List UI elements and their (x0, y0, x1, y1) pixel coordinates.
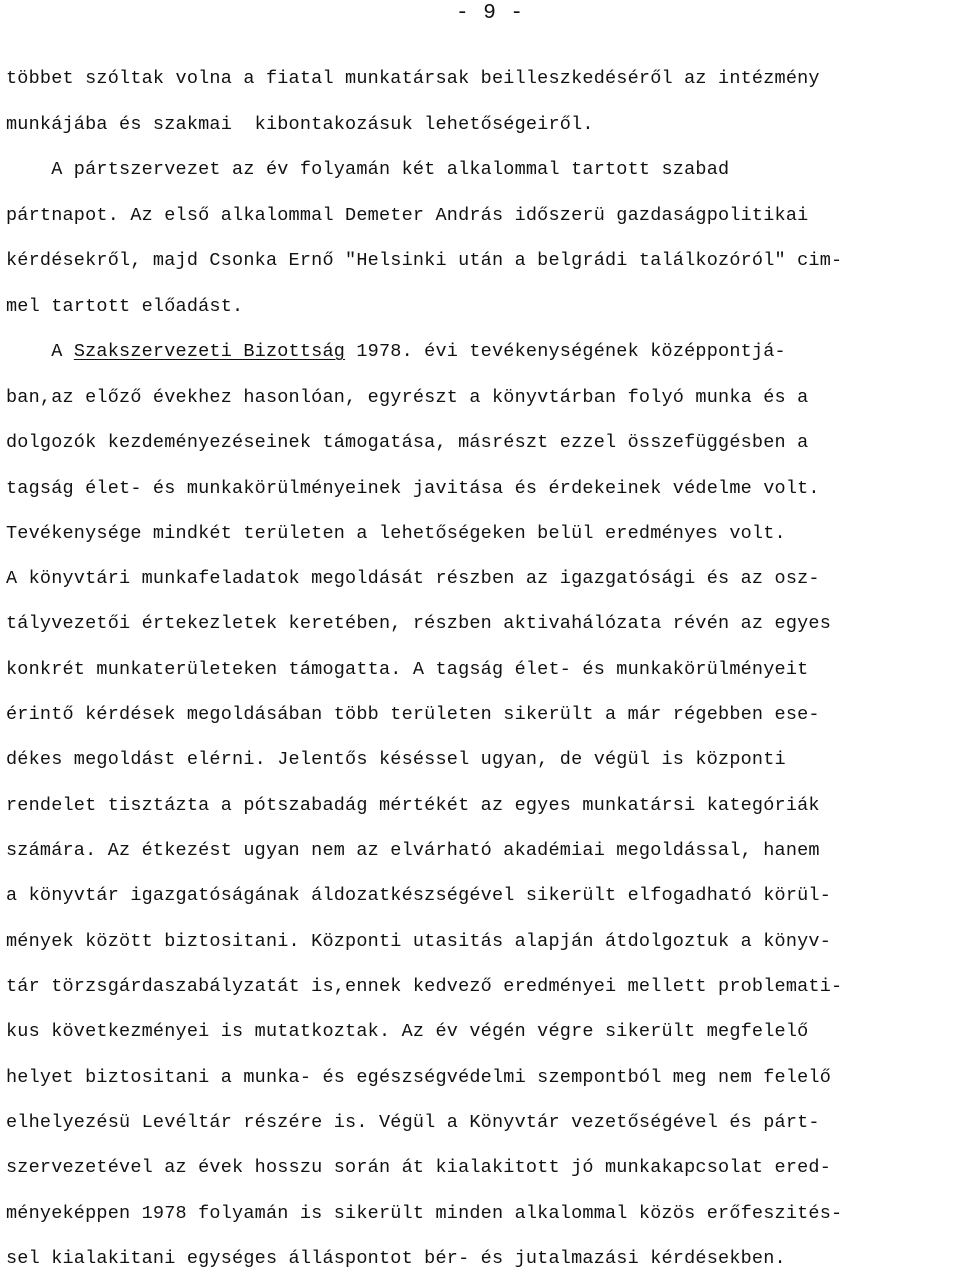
text-line: ban,az előző évekhez hasonlóan, egyrészt a könyvtárban folyó munka és a (6, 387, 809, 408)
text-line: elhelyezésü Levéltár részére is. Végül a Könyvtár vezetőségével és párt- (6, 1112, 820, 1133)
text-line: munkájába és szakmai kibontakozásuk lehetőségeiről. (6, 114, 594, 135)
text-line: tagság élet- és munkakörülményeinek javitása és érdekeinek védelme volt. (6, 478, 820, 499)
text-line: konkrét munkaterületeken támogatta. A tagság élet- és munkakörülményeit (6, 659, 809, 680)
text-line: számára. Az étkezést ugyan nem az elvárható akadémiai megoldással, hanem (6, 840, 820, 861)
text-line: többet szóltak volna a fiatal munkatársak beilleszkedéséről az intézmény (6, 68, 820, 89)
text-line: sel kialakitani egységes álláspontot bér- és jutalmazási kérdésekben. (6, 1248, 786, 1269)
text-line: ményeképpen 1978 folyamán is sikerült minden alkalommal közös erőfeszités- (6, 1203, 843, 1224)
page-number: - 9 - (455, 2, 524, 25)
text-line: helyet biztositani a munka- és egészségvédelmi szempontból meg nem felelő (6, 1067, 832, 1088)
text-line: dolgozók kezdeményezéseinek támogatása, másrészt ezzel összefüggésben a (6, 432, 809, 453)
text-line: A pártszervezet az év folyamán két alkalommal tartott szabad (6, 159, 730, 180)
text-segment: A (6, 341, 74, 362)
text-line: pártnapot. Az első alkalommal Demeter András időszerü gazdaságpolitikai (6, 205, 809, 226)
text-line: tályvezetői értekezletek keretében, részben aktivahálózata révén az egyes (6, 613, 832, 634)
text-line: kus következményei is mutatkoztak. Az év végén végre sikerült megfelelő (6, 1021, 809, 1042)
text-line: mel tartott előadást. (6, 296, 244, 317)
text-line: dékes megoldást elérni. Jelentős késéssel ugyan, de végül is központi (6, 749, 786, 770)
underlined-organization-name: Szakszervezeti Bizottság (73, 341, 346, 362)
text-line: a könyvtár igazgatóságának áldozatkészségével sikerült elfogadható körül- (6, 885, 832, 906)
text-line: mények között biztositani. Központi utasitás alapján átdolgoztuk a könyv- (6, 931, 832, 952)
text-line: Tevékenysége mindkét területen a lehetőségeken belül eredményes volt. (6, 523, 786, 544)
text-line: szervezetével az évek hosszu során át kialakitott jó munkakapcsolat ered- (6, 1157, 832, 1178)
text-line: tár törzsgárdaszabályzatát is,ennek kedvező eredményei mellett problemati- (6, 976, 843, 997)
text-line: rendelet tisztázta a pótszabadág mértékét az egyes munkatársi kategóriák (6, 795, 820, 816)
text-line: kérdésekről, majd Csonka Ernő "Helsinki után a belgrádi találkozóról" cim- (6, 250, 843, 271)
text-segment: 1978. évi tevékenységének középpontjá- (345, 341, 786, 362)
text-line-with-underline (6, 340, 956, 364)
text-line: érintő kérdések megoldásában több területen sikerült a már régebben ese- (6, 704, 820, 725)
text-line: A könyvtári munkafeladatok megoldását részben az igazgatósági és az osz- (6, 568, 820, 589)
